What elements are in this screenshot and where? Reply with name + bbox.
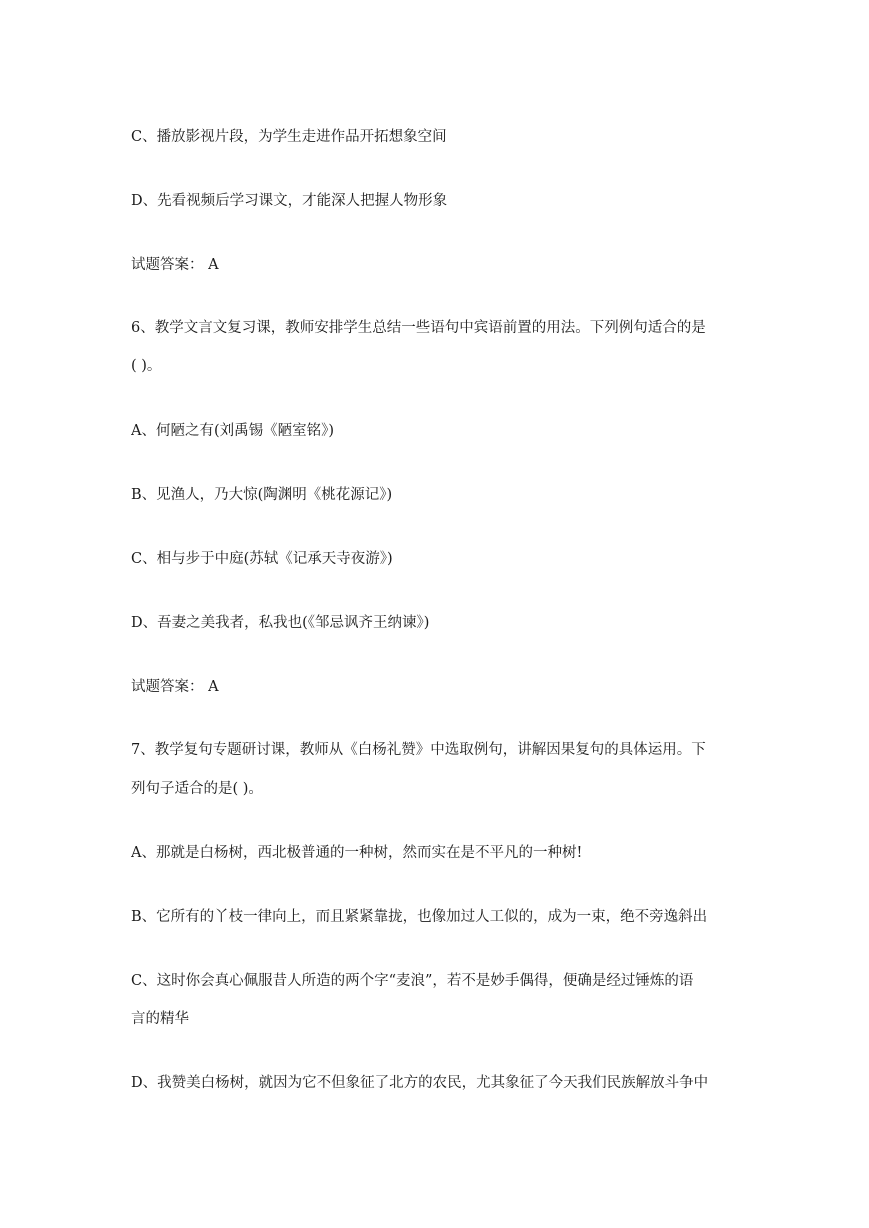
answer-q6: 试题答案： A: [131, 679, 219, 695]
option-c-q6: C、相与步于中庭(苏轼《记承天寺夜游》): [131, 551, 393, 567]
option-d-q7: D、我赞美白杨树，就因为它不但象征了北方的农民，尤其象征了今天我们民族解放斗争中: [131, 1075, 709, 1091]
option-c-q7-line-1: C、这时你会真心佩服昔人所造的两个字“麦浪”，若不是妙手偶得，便确是经过锤炼的语: [131, 973, 694, 989]
question-7-line-1: 7、教学复句专题研讨课，教师从《白杨礼赞》中选取例句，讲解因果复句的具体运用。下: [131, 742, 706, 758]
question-6-line-2: ( )。: [131, 358, 162, 374]
option-b-q7: B、它所有的丫枝一律向上，而且紧紧靠拢，也像加过人工似的，成为一束，绝不旁逸斜出: [131, 909, 708, 925]
option-d-q6: D、吾妻之美我者，私我也(《邹忌讽齐王纳谏》): [131, 615, 430, 631]
option-c-q5: C、播放影视片段，为学生走进作品开拓想象空间: [131, 129, 447, 145]
question-7-line-2: 列句子适合的是( )。: [131, 781, 263, 797]
answer-q5: 试题答案： A: [131, 257, 219, 273]
option-c-q7-line-2: 言的精华: [131, 1011, 189, 1027]
option-a-q7: A、那就是白杨树，西北极普通的一种树，然而实在是不平凡的一种树!: [131, 845, 583, 861]
option-a-q6: A、何陋之有(刘禹锡《陋室铭》): [131, 423, 335, 439]
question-6-line-1: 6、教学文言文复习课，教师安排学生总结一些语句中宾语前置的用法。下列例句适合的是: [131, 320, 706, 336]
option-d-q5: D、先看视频后学习课文，才能深人把握人物形象: [131, 193, 448, 209]
option-b-q6: B、见渔人，乃大惊(陶渊明《桃花源记》): [131, 487, 393, 503]
